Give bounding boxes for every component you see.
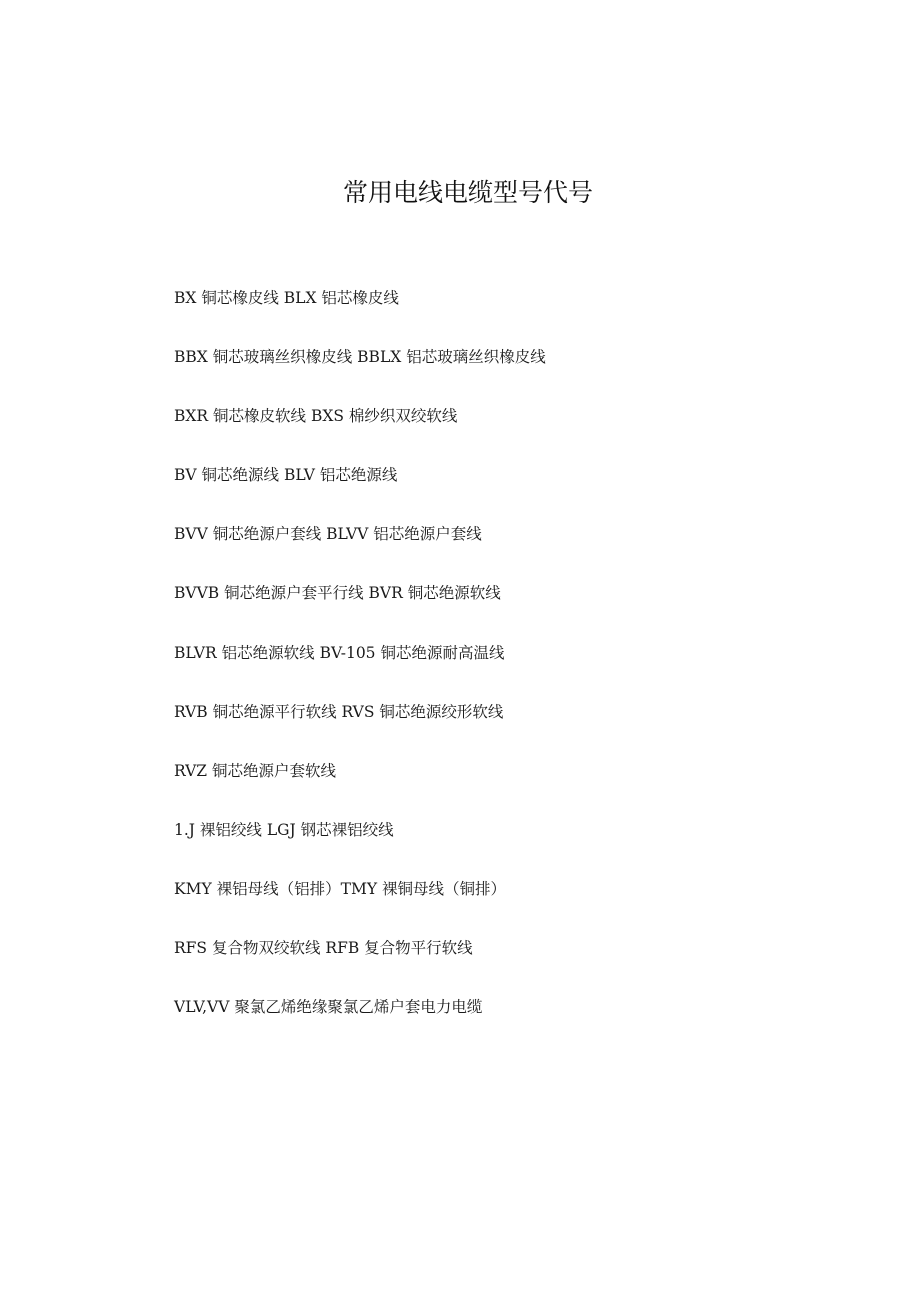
list-item: RVZ 铜芯绝源户套软线 [174,761,337,780]
list-item: RVB 铜芯绝源平行软线 RVS 铜芯绝源绞形软线 [174,702,504,721]
list-item: 1.J 裸铝绞线 LGJ 钢芯裸铝绞线 [174,820,394,839]
list-item: RFS 复合物双绞软线 RFB 复合物平行软线 [174,939,473,958]
list-item: KMY 裸铝母线（铝排）TMY 裸铜母线（铜排） [174,879,506,898]
list-item: BBX 铜芯玻璃丝织橡皮线 BBLX 铝芯玻璃丝织橡皮线 [174,348,546,367]
cable-code-list [174,283,814,1051]
list-item: BX 铜芯橡皮线 BLX 铝芯橡皮线 [174,289,399,307]
list-item: VLV,VV 聚氯乙烯绝缘聚氯乙烯户套电力电缆 [174,998,483,1017]
list-item: BVV 铜芯绝源户套线 BLVV 铝芯绝源户套线 [174,525,482,544]
list-item: BXR 铜芯橡皮软线 BXS 棉纱织双绞软线 [174,407,458,426]
list-item: BV 铜芯绝源线 BLV 铝芯绝源线 [174,466,398,485]
document-title: 常用电线电缆型号代号 [343,178,594,207]
list-item: BVVB 铜芯绝源户套平行线 BVR 铜芯绝源软线 [174,584,501,603]
list-item: BLVR 铝芯绝源软线 BV-105 铜芯绝源耐高温线 [174,643,505,662]
